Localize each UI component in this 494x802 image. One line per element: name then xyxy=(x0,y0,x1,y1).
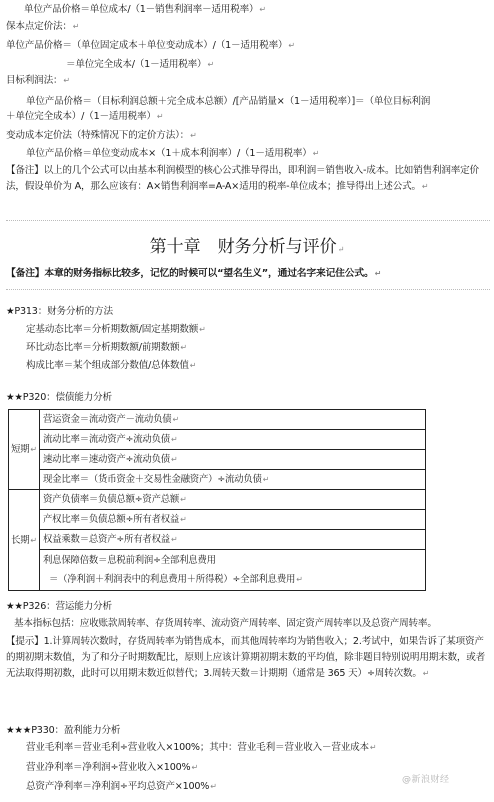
text-line: 变动成本定价法（特殊情况下的定价方法）：↵ xyxy=(6,130,197,141)
section-heading: ★★P326：营运能力分析 xyxy=(6,601,112,612)
table-cell: 流动比率＝流动资产÷流动负债↵ xyxy=(40,430,426,450)
table-row xyxy=(9,430,426,450)
tip-paragraph: 【提示】1.计算周转次数时，存货周转率为销售成本，而其他周转率均为销售收入；2.考试中，如果告诉了某项资产的期初期末数值，为了和分子时期数配比，原则上应该计算期初期末数的平均值，除非题目特别说明用期末数，或者无法取得期初数，此时可以用期末数近似替代；3.周转天数＝计期期（通常是 365 天）÷周转次数。↵ xyxy=(6,636,486,679)
text-line: 单位产品价格＝单位变动成本×（1＋成本利润率）/（1－适用税率）↵ xyxy=(26,148,320,159)
table-row xyxy=(9,510,426,530)
text-line: 营业毛利率＝营业毛利÷营业收入×100%；其中：营业毛利＝营业收入－营业成本↵ xyxy=(26,742,377,753)
table-row xyxy=(9,450,426,470)
text-line: 单位产品价格＝单位成本/（1－销售利润率－适用税率）↵ xyxy=(24,4,266,15)
section-divider xyxy=(6,289,490,290)
row-header-long-term: 长期↵ xyxy=(9,490,40,591)
text-line: 定基动态比率＝分析期数额/固定基期数额↵ xyxy=(26,324,206,335)
note-paragraph: 【备注】以上的几个公式可以由基本利润模型的核心公式推导得出，即利润＝销售收入-成本。比如销售利润率定价法，假设单价为 A，那么应该有：A×销售利润率=A-A×适用的税率-单位成本；推导得出上述公式。↵ xyxy=(6,165,479,192)
text-line: 环比动态比率＝分析期数额/前期数额↵ xyxy=(26,342,187,353)
text-line: 保本点定价法：↵ xyxy=(6,21,80,32)
table-cell: 权益乘数＝总资产÷所有者权益↵ xyxy=(40,530,426,550)
table-row xyxy=(9,550,426,591)
table-cell: 资产负债率＝负债总额÷资产总额↵ xyxy=(40,490,426,510)
chapter-title: 第十章 财务分析与评价↵ xyxy=(149,237,345,257)
table-cell: 利息保障倍数＝息税前利润÷全部利息费用 ＝（净利润＋利润表中的利息费用＋所得税）÷全部利息费用↵ xyxy=(40,550,426,591)
table-cell: 现金比率＝（货币资金＋交易性金融资产）÷流动负债↵ xyxy=(40,470,426,490)
table-row xyxy=(9,490,426,510)
table-cell: 产权比率＝负债总额÷所有者权益↵ xyxy=(40,510,426,530)
text-line: 构成比率＝某个组成部分数值/总体数值↵ xyxy=(26,360,197,371)
table-cell: 营运资金＝流动资产－流动负债↵ xyxy=(40,410,426,430)
watermark: @新浪财经 xyxy=(402,775,450,785)
text-line: ＋单位完全成本）/（1－适用税率）↵ xyxy=(6,111,164,122)
table-row xyxy=(9,410,426,430)
text-line: ＝单位完全成本/（1－适用税率）↵ xyxy=(66,59,214,70)
text-line: 目标利润法：↵ xyxy=(6,75,70,86)
text-line: 营业净利率＝净利润÷营业收入×100%↵ xyxy=(26,762,198,773)
table-row xyxy=(9,470,426,490)
table-row xyxy=(9,530,426,550)
section-heading: ★★★P330：盈利能力分析 xyxy=(6,725,121,736)
page-break-line xyxy=(6,220,490,221)
solvency-ratio-table xyxy=(8,409,426,591)
section-heading: ★★P320：偿债能力分析 xyxy=(6,392,112,403)
text-line: 基本指标包括：应收账款周转率、存货周转率、流动资产周转率、固定资产周转率以及总资产周转率。 xyxy=(14,618,437,629)
section-heading: ★P313：财务分析的方法 xyxy=(6,306,113,317)
row-header-short-term: 短期↵ xyxy=(9,410,40,490)
text-line: 单位产品价格＝（目标利润总额＋完全成本总额）/[产品销量×（1－适用税率）]＝（单位目标利润 xyxy=(26,96,431,107)
table-cell: 速动比率＝速动资产÷流动负债↵ xyxy=(40,450,426,470)
text-line: 总资产净利率＝净利润÷平均总资产×100%↵ xyxy=(26,781,217,792)
chapter-note: 【备注】本章的财务指标比较多，记忆的时候可以“望名生义”，通过名字来记住公式。↵ xyxy=(6,268,382,279)
text-line: 单位产品价格＝（单位固定成本＋单位变动成本）/（1－适用税率）↵ xyxy=(6,40,295,51)
